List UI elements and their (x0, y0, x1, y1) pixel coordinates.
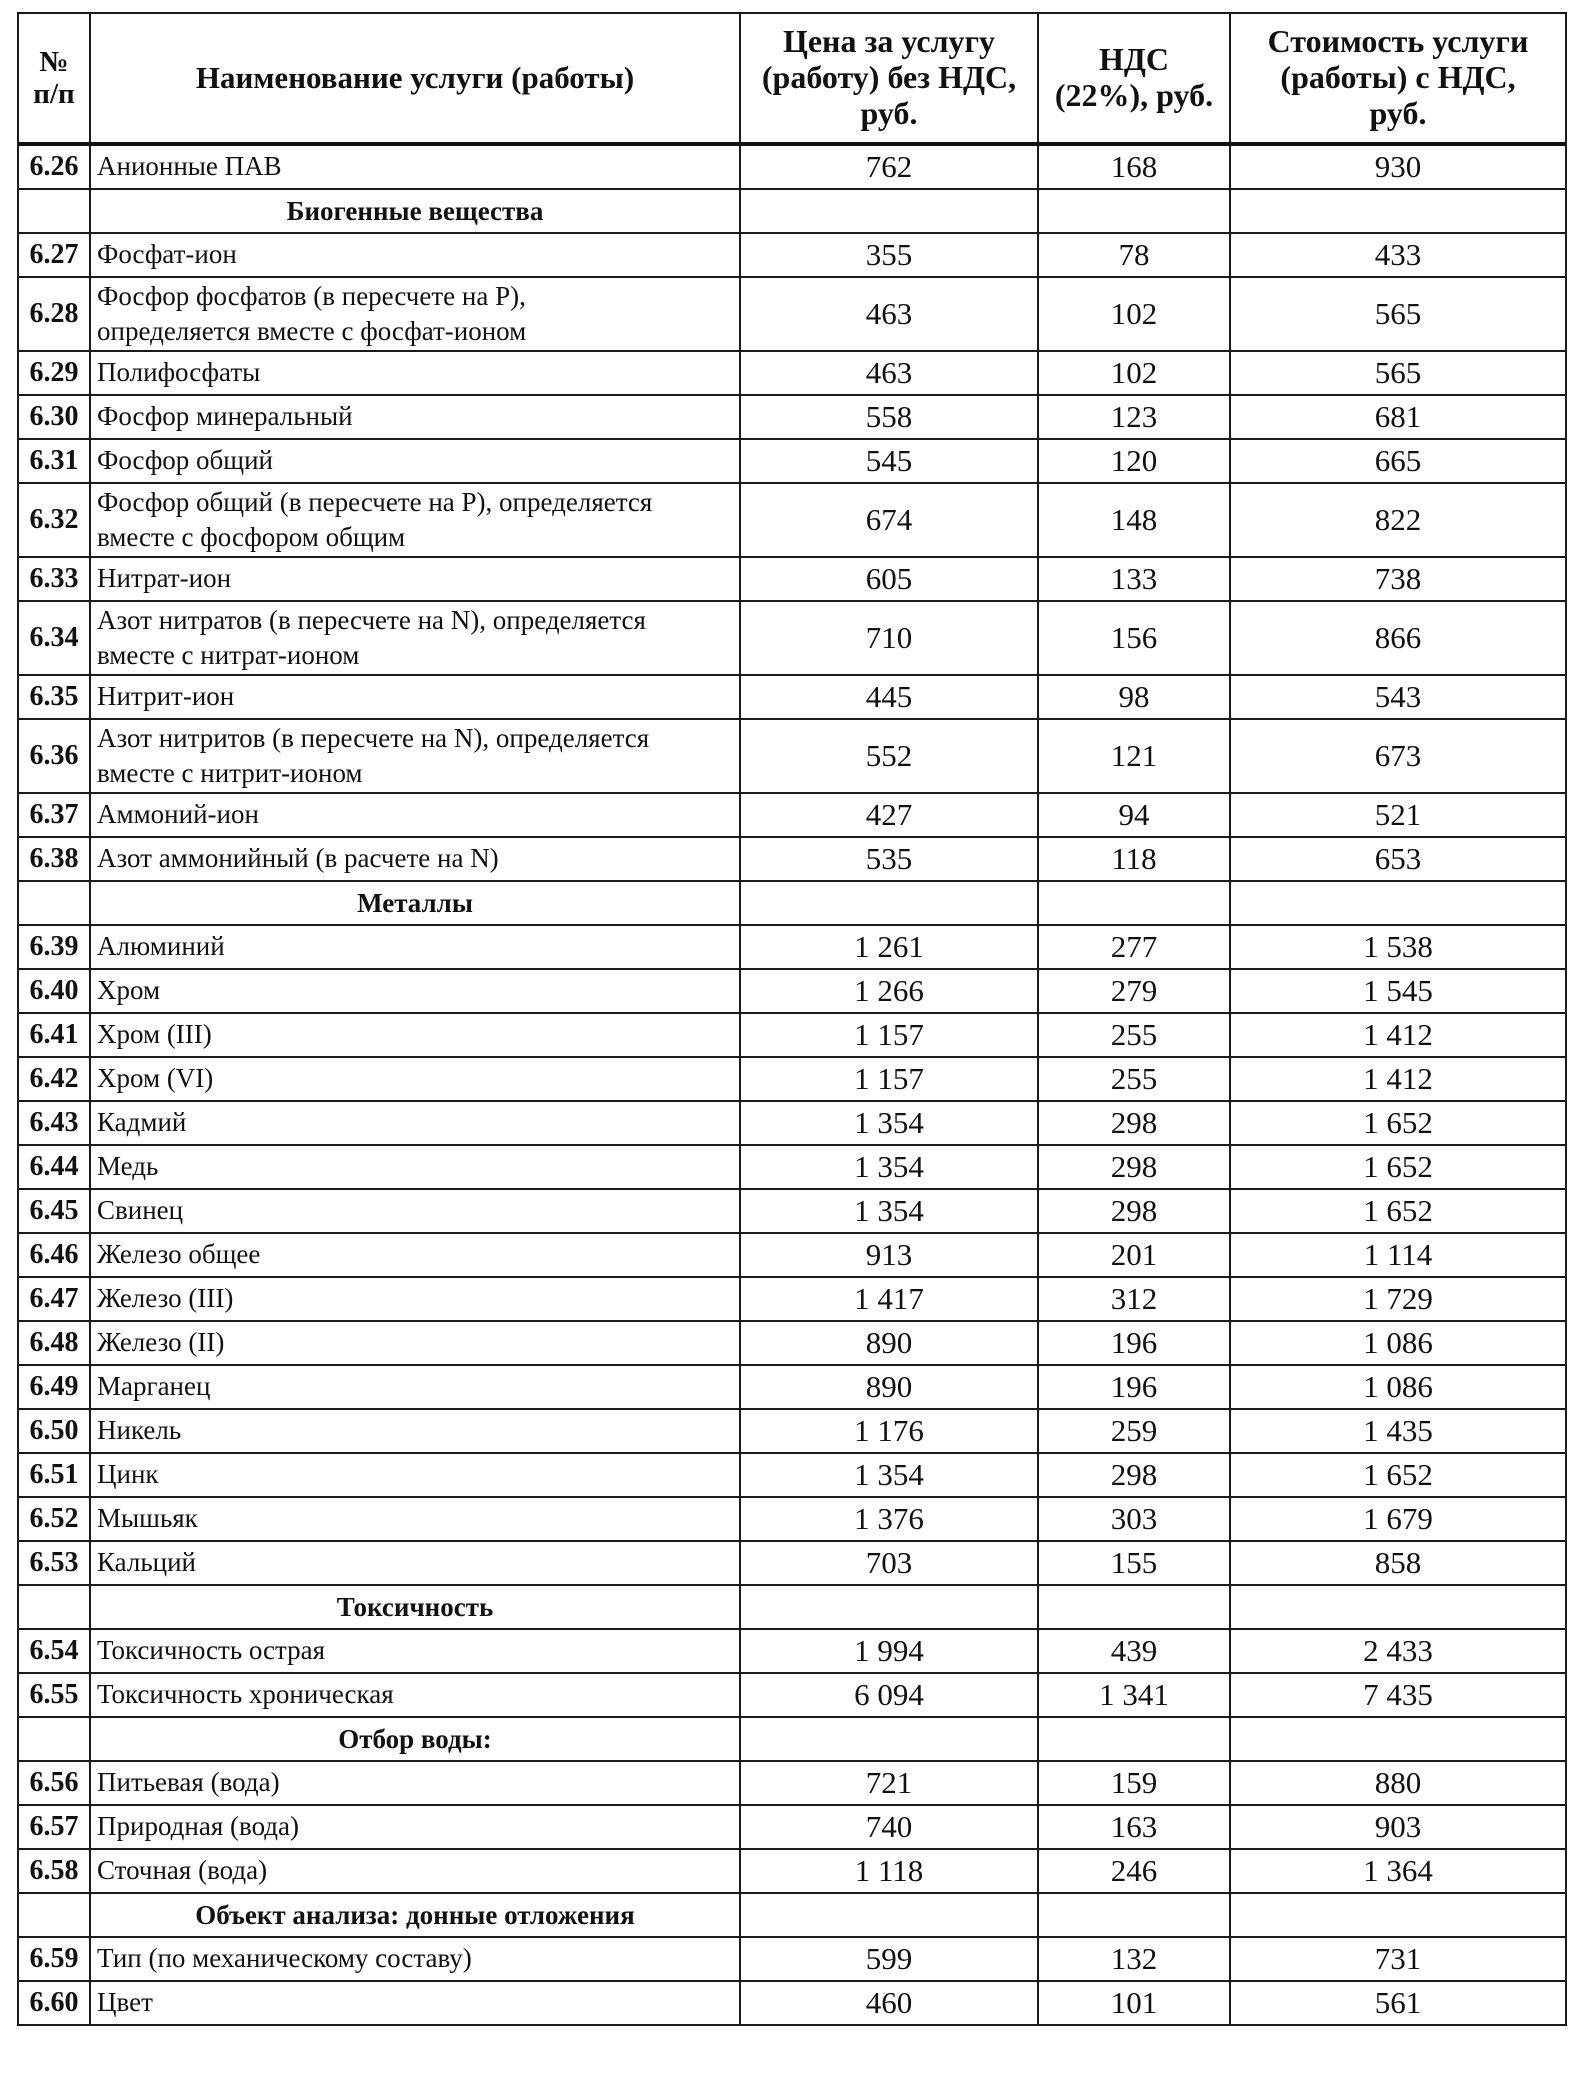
price-without-vat: 913 (740, 1233, 1038, 1277)
section-header-row (18, 1893, 1566, 1937)
service-name-line: вместе с нитрит-ионом (97, 758, 363, 788)
vat-cell (1038, 189, 1230, 233)
vat-amount: 246 (1038, 1849, 1230, 1893)
service-name: Хром (90, 969, 740, 1013)
vat-amount: 163 (1038, 1805, 1230, 1849)
service-name-line: Фосфор фосфатов (в пересчете на Р), (97, 280, 526, 311)
table-row (18, 675, 1566, 719)
row-number: 6.26 (18, 144, 90, 189)
vat-amount: 259 (1038, 1409, 1230, 1453)
service-name: Нитрат-ион (90, 557, 740, 601)
service-name: Фосфор минеральный (90, 395, 740, 439)
table-row (18, 1057, 1566, 1101)
price-with-vat: 1 435 (1230, 1409, 1566, 1453)
price-without-vat: 1 157 (740, 1057, 1038, 1101)
price-with-vat: 521 (1230, 793, 1566, 837)
service-name: Сточная (вода) (90, 1849, 740, 1893)
row-number: 6.44 (18, 1145, 90, 1189)
price-without-vat: 1 417 (740, 1277, 1038, 1321)
vat-amount: 102 (1038, 351, 1230, 395)
vat-amount: 121 (1038, 719, 1230, 793)
price-with-vat: 1 538 (1230, 925, 1566, 969)
price-with-vat: 858 (1230, 1541, 1566, 1585)
price-without-vat: 1 118 (740, 1849, 1038, 1893)
row-number: 6.42 (18, 1057, 90, 1101)
table-row (18, 277, 1566, 351)
table-row (18, 1453, 1566, 1497)
section-title: Объект анализа: донные отложения (90, 1893, 740, 1937)
section-title: Металлы (90, 881, 740, 925)
service-name: Свинец (90, 1189, 740, 1233)
total-cell (1230, 189, 1566, 233)
price-without-vat: 1 354 (740, 1145, 1038, 1189)
section-header-row (18, 1717, 1566, 1761)
vat-cell (1038, 1585, 1230, 1629)
table-row (18, 1849, 1566, 1893)
row-number: 6.40 (18, 969, 90, 1013)
service-name: Мышьяк (90, 1497, 740, 1541)
service-name: Фосфор общий (90, 439, 740, 483)
row-number: 6.50 (18, 1409, 90, 1453)
section-title: Токсичность (90, 1585, 740, 1629)
table-row (18, 1013, 1566, 1057)
service-name: Цвет (90, 1981, 740, 2025)
price-with-vat: 1 652 (1230, 1145, 1566, 1189)
table-row (18, 351, 1566, 395)
service-name: Железо (III) (90, 1277, 740, 1321)
table-row (18, 837, 1566, 881)
service-name: Кальций (90, 1541, 740, 1585)
table-row (18, 1409, 1566, 1453)
price-with-vat: 880 (1230, 1761, 1566, 1805)
row-number-cell (18, 1717, 90, 1761)
price-without-vat: 6 094 (740, 1673, 1038, 1717)
table-row (18, 793, 1566, 837)
service-name-line: определяется вместе с фосфат-ионом (97, 316, 527, 346)
table-row (18, 1805, 1566, 1849)
service-name: Токсичность острая (90, 1629, 740, 1673)
price-without-vat: 890 (740, 1365, 1038, 1409)
price-without-vat: 1 266 (740, 969, 1038, 1013)
row-number: 6.35 (18, 675, 90, 719)
row-number: 6.53 (18, 1541, 90, 1585)
price-without-vat: 1 354 (740, 1453, 1038, 1497)
vat-cell (1038, 1717, 1230, 1761)
table-row (18, 1101, 1566, 1145)
table-row (18, 925, 1566, 969)
service-name: Никель (90, 1409, 740, 1453)
table-row (18, 1497, 1566, 1541)
price-without-vat: 890 (740, 1321, 1038, 1365)
service-name: Кадмий (90, 1101, 740, 1145)
price-without-vat: 762 (740, 144, 1038, 189)
table-row (18, 233, 1566, 277)
price-cell (740, 1585, 1038, 1629)
price-without-vat: 1 354 (740, 1189, 1038, 1233)
service-name: Аммоний-ион (90, 793, 740, 837)
total-cell (1230, 1893, 1566, 1937)
price-without-vat: 703 (740, 1541, 1038, 1585)
section-header-row (18, 189, 1566, 233)
table-row (18, 1145, 1566, 1189)
price-with-vat: 738 (1230, 557, 1566, 601)
price-with-vat: 7 435 (1230, 1673, 1566, 1717)
row-number: 6.28 (18, 277, 90, 351)
vat-amount: 133 (1038, 557, 1230, 601)
service-name-line: Фосфор общий (в пересчете на Р), определяется (97, 486, 653, 517)
price-with-vat: 665 (1230, 439, 1566, 483)
vat-amount: 255 (1038, 1013, 1230, 1057)
row-number: 6.55 (18, 1673, 90, 1717)
row-number: 6.27 (18, 233, 90, 277)
price-cell (740, 189, 1038, 233)
table-row (18, 439, 1566, 483)
service-name: Азот аммонийный (в расчете на N) (90, 837, 740, 881)
price-with-vat: 1 412 (1230, 1057, 1566, 1101)
price-list-document (17, 12, 1565, 2026)
price-with-vat: 1 114 (1230, 1233, 1566, 1277)
price-without-vat: 721 (740, 1761, 1038, 1805)
vat-amount: 298 (1038, 1101, 1230, 1145)
table-row (18, 969, 1566, 1013)
row-number-cell (18, 881, 90, 925)
service-name (90, 719, 740, 793)
price-with-vat: 681 (1230, 395, 1566, 439)
vat-amount: 1 341 (1038, 1673, 1230, 1717)
price-table (17, 12, 1567, 2026)
price-with-vat: 1 679 (1230, 1497, 1566, 1541)
price-without-vat: 535 (740, 837, 1038, 881)
service-name (90, 277, 740, 351)
table-row (18, 1981, 1566, 2025)
vat-amount: 201 (1038, 1233, 1230, 1277)
service-name: Природная (вода) (90, 1805, 740, 1849)
price-with-vat: 866 (1230, 601, 1566, 675)
vat-amount: 196 (1038, 1365, 1230, 1409)
price-with-vat: 1 729 (1230, 1277, 1566, 1321)
service-name: Хром (VI) (90, 1057, 740, 1101)
row-number: 6.48 (18, 1321, 90, 1365)
row-number: 6.54 (18, 1629, 90, 1673)
total-cell (1230, 1585, 1566, 1629)
vat-amount: 98 (1038, 675, 1230, 719)
price-with-vat: 1 545 (1230, 969, 1566, 1013)
service-name: Анионные ПАВ (90, 144, 740, 189)
table-row (18, 1673, 1566, 1717)
price-with-vat: 1 364 (1230, 1849, 1566, 1893)
vat-cell (1038, 1893, 1230, 1937)
price-with-vat: 2 433 (1230, 1629, 1566, 1673)
table-row (18, 395, 1566, 439)
price-without-vat: 460 (740, 1981, 1038, 2025)
table-row (18, 1189, 1566, 1233)
service-name: Тип (по механическому составу) (90, 1937, 740, 1981)
price-with-vat: 1 652 (1230, 1453, 1566, 1497)
section-title: Биогенные вещества (90, 189, 740, 233)
service-name-line: Азот нитратов (в пересчете на N), определяется (97, 604, 646, 635)
price-without-vat: 445 (740, 675, 1038, 719)
price-with-vat: 673 (1230, 719, 1566, 793)
price-with-vat: 903 (1230, 1805, 1566, 1849)
vat-amount: 303 (1038, 1497, 1230, 1541)
vat-amount: 155 (1038, 1541, 1230, 1585)
price-cell (740, 1893, 1038, 1937)
service-name: Медь (90, 1145, 740, 1189)
header-price-without-vat: Цена за услугу (работу) без НДС, руб. (740, 13, 1038, 144)
row-number: 6.34 (18, 601, 90, 675)
row-number-cell (18, 1585, 90, 1629)
row-number: 6.37 (18, 793, 90, 837)
vat-amount: 132 (1038, 1937, 1230, 1981)
table-row (18, 1277, 1566, 1321)
table-row (18, 719, 1566, 793)
row-number: 6.51 (18, 1453, 90, 1497)
header-number: № п/п (18, 13, 90, 144)
table-row (18, 1761, 1566, 1805)
service-name: Марганец (90, 1365, 740, 1409)
vat-amount: 101 (1038, 1981, 1230, 2025)
total-cell (1230, 1717, 1566, 1761)
vat-amount: 298 (1038, 1189, 1230, 1233)
vat-amount: 439 (1038, 1629, 1230, 1673)
service-name: Питьевая (вода) (90, 1761, 740, 1805)
table-row (18, 601, 1566, 675)
service-name: Железо (II) (90, 1321, 740, 1365)
row-number: 6.41 (18, 1013, 90, 1057)
table-row (18, 483, 1566, 557)
service-name (90, 483, 740, 557)
row-number: 6.32 (18, 483, 90, 557)
vat-amount: 102 (1038, 277, 1230, 351)
row-number: 6.56 (18, 1761, 90, 1805)
table-row (18, 1321, 1566, 1365)
header-price-with-vat: Стоимость услуги (работы) с НДС, руб. (1230, 13, 1566, 144)
vat-amount: 78 (1038, 233, 1230, 277)
row-number: 6.47 (18, 1277, 90, 1321)
service-name (90, 601, 740, 675)
row-number: 6.43 (18, 1101, 90, 1145)
vat-amount: 255 (1038, 1057, 1230, 1101)
price-without-vat: 1 157 (740, 1013, 1038, 1057)
total-cell (1230, 881, 1566, 925)
price-without-vat: 355 (740, 233, 1038, 277)
service-name: Цинк (90, 1453, 740, 1497)
row-number-cell (18, 1893, 90, 1937)
price-with-vat: 565 (1230, 277, 1566, 351)
price-with-vat: 822 (1230, 483, 1566, 557)
table-row (18, 557, 1566, 601)
service-name: Токсичность хроническая (90, 1673, 740, 1717)
price-without-vat: 674 (740, 483, 1038, 557)
row-number: 6.36 (18, 719, 90, 793)
price-with-vat: 653 (1230, 837, 1566, 881)
service-name: Полифосфаты (90, 351, 740, 395)
vat-amount: 277 (1038, 925, 1230, 969)
row-number: 6.38 (18, 837, 90, 881)
section-header-row (18, 1585, 1566, 1629)
vat-amount: 298 (1038, 1453, 1230, 1497)
table-row (18, 1937, 1566, 1981)
price-with-vat: 1 412 (1230, 1013, 1566, 1057)
price-without-vat: 1 261 (740, 925, 1038, 969)
table-row (18, 1629, 1566, 1673)
price-without-vat: 427 (740, 793, 1038, 837)
price-without-vat: 740 (740, 1805, 1038, 1849)
row-number-cell (18, 189, 90, 233)
vat-amount: 94 (1038, 793, 1230, 837)
table-row (18, 1541, 1566, 1585)
service-name: Фосфат-ион (90, 233, 740, 277)
table-row (18, 1365, 1566, 1409)
vat-cell (1038, 881, 1230, 925)
service-name: Железо общее (90, 1233, 740, 1277)
section-title: Отбор воды: (90, 1717, 740, 1761)
price-with-vat: 433 (1230, 233, 1566, 277)
vat-amount: 120 (1038, 439, 1230, 483)
price-with-vat: 1 086 (1230, 1321, 1566, 1365)
section-header-row (18, 881, 1566, 925)
vat-amount: 298 (1038, 1145, 1230, 1189)
price-with-vat: 731 (1230, 1937, 1566, 1981)
table-body (18, 144, 1566, 2025)
price-without-vat: 1 994 (740, 1629, 1038, 1673)
vat-amount: 123 (1038, 395, 1230, 439)
service-name-line: вместе с фосфором общим (97, 522, 406, 552)
vat-amount: 148 (1038, 483, 1230, 557)
row-number: 6.33 (18, 557, 90, 601)
row-number: 6.60 (18, 1981, 90, 2025)
price-without-vat: 1 376 (740, 1497, 1038, 1541)
vat-amount: 168 (1038, 144, 1230, 189)
row-number: 6.52 (18, 1497, 90, 1541)
service-name-line: Азот нитритов (в пересчете на N), определяется (97, 722, 650, 753)
price-without-vat: 463 (740, 351, 1038, 395)
vat-amount: 118 (1038, 837, 1230, 881)
service-name: Алюминий (90, 925, 740, 969)
price-without-vat: 605 (740, 557, 1038, 601)
row-number: 6.45 (18, 1189, 90, 1233)
row-number: 6.57 (18, 1805, 90, 1849)
table-row (18, 1233, 1566, 1277)
price-without-vat: 710 (740, 601, 1038, 675)
price-without-vat: 463 (740, 277, 1038, 351)
vat-amount: 159 (1038, 1761, 1230, 1805)
row-number: 6.30 (18, 395, 90, 439)
row-number: 6.49 (18, 1365, 90, 1409)
price-with-vat: 1 652 (1230, 1101, 1566, 1145)
service-name-line: вместе с нитрат-ионом (97, 640, 360, 670)
row-number: 6.31 (18, 439, 90, 483)
vat-amount: 196 (1038, 1321, 1230, 1365)
price-with-vat: 561 (1230, 1981, 1566, 2025)
row-number: 6.58 (18, 1849, 90, 1893)
price-without-vat: 558 (740, 395, 1038, 439)
price-with-vat: 543 (1230, 675, 1566, 719)
service-name: Хром (III) (90, 1013, 740, 1057)
table-row (18, 144, 1566, 189)
row-number: 6.59 (18, 1937, 90, 1981)
price-without-vat: 545 (740, 439, 1038, 483)
vat-amount: 156 (1038, 601, 1230, 675)
price-without-vat: 1 354 (740, 1101, 1038, 1145)
price-cell (740, 1717, 1038, 1761)
price-without-vat: 552 (740, 719, 1038, 793)
price-with-vat: 565 (1230, 351, 1566, 395)
price-cell (740, 881, 1038, 925)
row-number: 6.46 (18, 1233, 90, 1277)
row-number: 6.39 (18, 925, 90, 969)
header-row (18, 13, 1566, 144)
header-vat: НДС (22%), руб. (1038, 13, 1230, 144)
vat-amount: 279 (1038, 969, 1230, 1013)
row-number: 6.29 (18, 351, 90, 395)
vat-amount: 312 (1038, 1277, 1230, 1321)
price-without-vat: 599 (740, 1937, 1038, 1981)
header-service-name: Наименование услуги (работы) (90, 13, 740, 144)
price-with-vat: 1 086 (1230, 1365, 1566, 1409)
price-with-vat: 930 (1230, 144, 1566, 189)
price-with-vat: 1 652 (1230, 1189, 1566, 1233)
price-without-vat: 1 176 (740, 1409, 1038, 1453)
service-name: Нитрит-ион (90, 675, 740, 719)
